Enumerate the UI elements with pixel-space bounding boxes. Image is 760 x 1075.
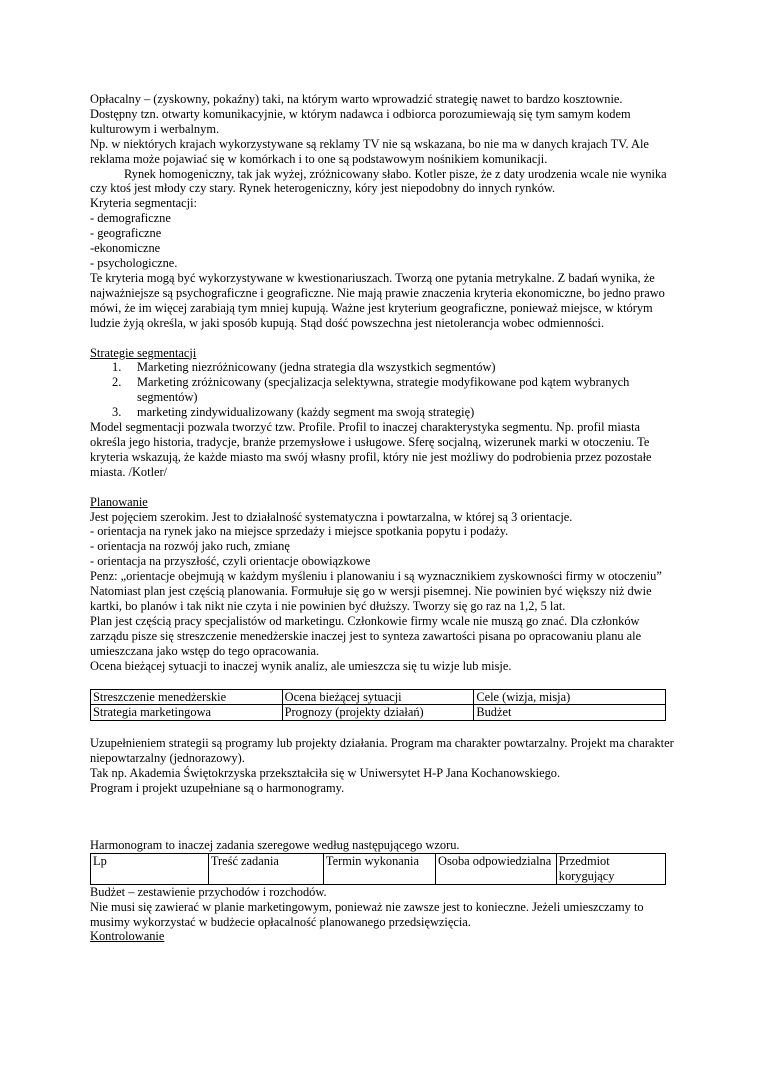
segmentation-list bbox=[90, 360, 676, 420]
paragraph: Nie musi się zawierać w planie marketingowym, ponieważ nie zawsze jest to konieczne. Jeżeli umieszczamy to musimy wykorzystać w budżecie opłacalność planowanego przedsięwzięcia. bbox=[90, 899, 644, 929]
criteria-item: - geograficzne bbox=[90, 226, 162, 241]
plan-structure-table bbox=[90, 689, 666, 722]
document-page bbox=[90, 92, 676, 944]
criteria-item: -ekonomiczne bbox=[90, 241, 161, 256]
paragraph: - orientacja na rozwój jako ruch, zmianę bbox=[90, 539, 290, 554]
paragraph: - orientacja na przyszłość, czyli orientacje obowiązkowe bbox=[90, 554, 371, 569]
paragraph: Jest pojęciem szerokim. Jest to działalność systematyczna i powtarzalna, w której są 3 orientacje. bbox=[90, 509, 573, 524]
list-item: 2. Marketing zróżnicowany (specjalizacja selektywna, strategie modyfikowane pod kątem wybranych segmentów) bbox=[112, 375, 630, 405]
paragraph: - orientacja na rynek jako na miejsce sprzedaży i miejsce spotkania popytu i podaży. bbox=[90, 524, 509, 539]
table-header-cell: Treść zadania bbox=[208, 853, 323, 884]
criteria-item: - demograficzne bbox=[90, 211, 171, 226]
paragraph: Model segmentacji pozwala tworzyć tzw. Profile. Profil to inaczej charakterystyka segmentu. Np. profil miasta określa jego historia, tradycje, branże przemysłowe i usługowe. Sferę socjalną, wizerunek marki w otoczeniu. Te kryteria wskazują, że każde miasto ma swój własny profil, który nie jest możliwy do podrobienia przez pozostałe miasta. /Kotler/ bbox=[90, 420, 652, 479]
criteria-item: - psychologiczne. bbox=[90, 255, 178, 270]
paragraph: Budżet – zestawienie przychodów i rozchodów. bbox=[90, 884, 327, 899]
paragraph: Harmonogram to inaczej zadania szeregowe według następującego wzoru. bbox=[90, 837, 460, 852]
paragraph: Natomiast plan jest częścią planowania. Formułuje się go w wersji pisemnej. Nie powinien być większy niż dwie kartki, bo planów i tak nikt nie czyta i nie powinien być dłuższy. Tworzy się go raz na 1,2, 5 lat. bbox=[90, 584, 652, 613]
table-cell: Strategia marketingowa bbox=[91, 705, 283, 721]
paragraph: Plan jest częścią pracy specjalistów od marketingu. Członkowie firmy wcale nie muszą go znać. Dla członków zarządu pisze się streszczenie menedżerskie inaczej jest to synteza zawartości pisana po opracowaniu planu ale umieszczana jako wstęp do tego opracowania. bbox=[90, 613, 642, 658]
table-row bbox=[91, 689, 666, 705]
paragraph: Tak np. Akademia Świętokrzyska przekształciła się w Uniwersytet H-P Jana Kochanowskiego. bbox=[90, 766, 561, 781]
schedule-table bbox=[90, 853, 666, 885]
paragraph: Ocena bieżącej sytuacji to inaczej wynik analiz, ale umieszcza się tu wizje lub misje. bbox=[90, 658, 512, 673]
table-cell: Ocena bieżącej sytuacji bbox=[282, 689, 474, 705]
table-header-cell: Lp bbox=[91, 853, 209, 884]
list-item: 1. Marketing niezróżnicowany (jedna strategia dla wszystkich segmentów) bbox=[112, 360, 496, 375]
table-cell: Prognozy (projekty działań) bbox=[282, 705, 474, 721]
paragraph: Dostępny tzn. otwarty komunikacyjnie, w którym nadawca i odbiorca porozumiewają się tym samym kodem kulturowym i werbalnym. bbox=[90, 106, 631, 136]
section-heading-planning: Planowanie bbox=[90, 494, 148, 509]
table-header-cell: Osoba odpowiedzialna bbox=[436, 853, 557, 884]
table-cell: Cele (wizja, misja) bbox=[474, 689, 666, 705]
table-cell: Budżet bbox=[474, 705, 666, 721]
paragraph: Rynek homogeniczny, tak jak wyżej, zróżnicowany słabo. Kotler pisze, że z daty urodzenia wcale nie wynika czy ktoś jest młody czy stary. Rynek heterogeniczny, kóry jest niepodobny do innych rynków. bbox=[90, 166, 667, 196]
table-row bbox=[91, 705, 666, 721]
criteria-title: Kryteria segmentacji: bbox=[90, 196, 197, 211]
section-heading-segmentation: Strategie segmentacji bbox=[90, 345, 197, 360]
quote: Penz: „orientacje obejmują w każdym myśleniu i planowaniu i są wyznacznikiem zyskowności firmy w otoczeniu” bbox=[90, 569, 662, 584]
table-header-row bbox=[91, 853, 666, 884]
paragraph: Opłacalny – (zyskowny, pokaźny) taki, na którym warto wprowadzić strategię nawet to bardzo kosztownie. bbox=[90, 92, 623, 106]
section-heading-control: Kontrolowanie bbox=[90, 929, 165, 944]
table-header-cell: Przedmiot korygujący bbox=[556, 853, 665, 884]
paragraph: Program i projekt uzupełniane są o harmonogramy. bbox=[90, 781, 345, 796]
table-header-cell: Termin wykonania bbox=[323, 853, 435, 884]
table-cell: Streszczenie menedżerskie bbox=[91, 689, 283, 705]
paragraph: Np. w niektórych krajach wykorzystywane są reklamy TV nie są wskazana, bo nie ma w danych krajach TV. Ale reklama może pojawiać się w komórkach i to one są podstawowym nośnikiem komunikacji. bbox=[90, 136, 649, 166]
paragraph: Uzupełnieniem strategii są programy lub projekty działania. Program ma charakter powtarzalny. Projekt ma charakter niepowtarzalny (jednorazowy). bbox=[90, 736, 674, 766]
paragraph: Te kryteria mogą być wykorzystywane w kwestionariuszach. Tworzą one pytania metrykalne. Z badań wynika, że najważniejsze są psychograficzne i geograficzne. Nie mają prawie znaczenia kryteria ekonomiczne, bo jedno prawo mówi, że im więcej zarabiają tym mniej kupują. Ważne jest kryterium geograficzne, ponieważ miejsce, w którym ludzie żyją określa, w jaki sposób kupują. Stąd dość powszechna jest nietolerancja wobec odmienności. bbox=[90, 270, 665, 330]
list-item: 3. marketing zindywidualizowany (każdy segment ma swoją strategię) bbox=[112, 405, 475, 420]
